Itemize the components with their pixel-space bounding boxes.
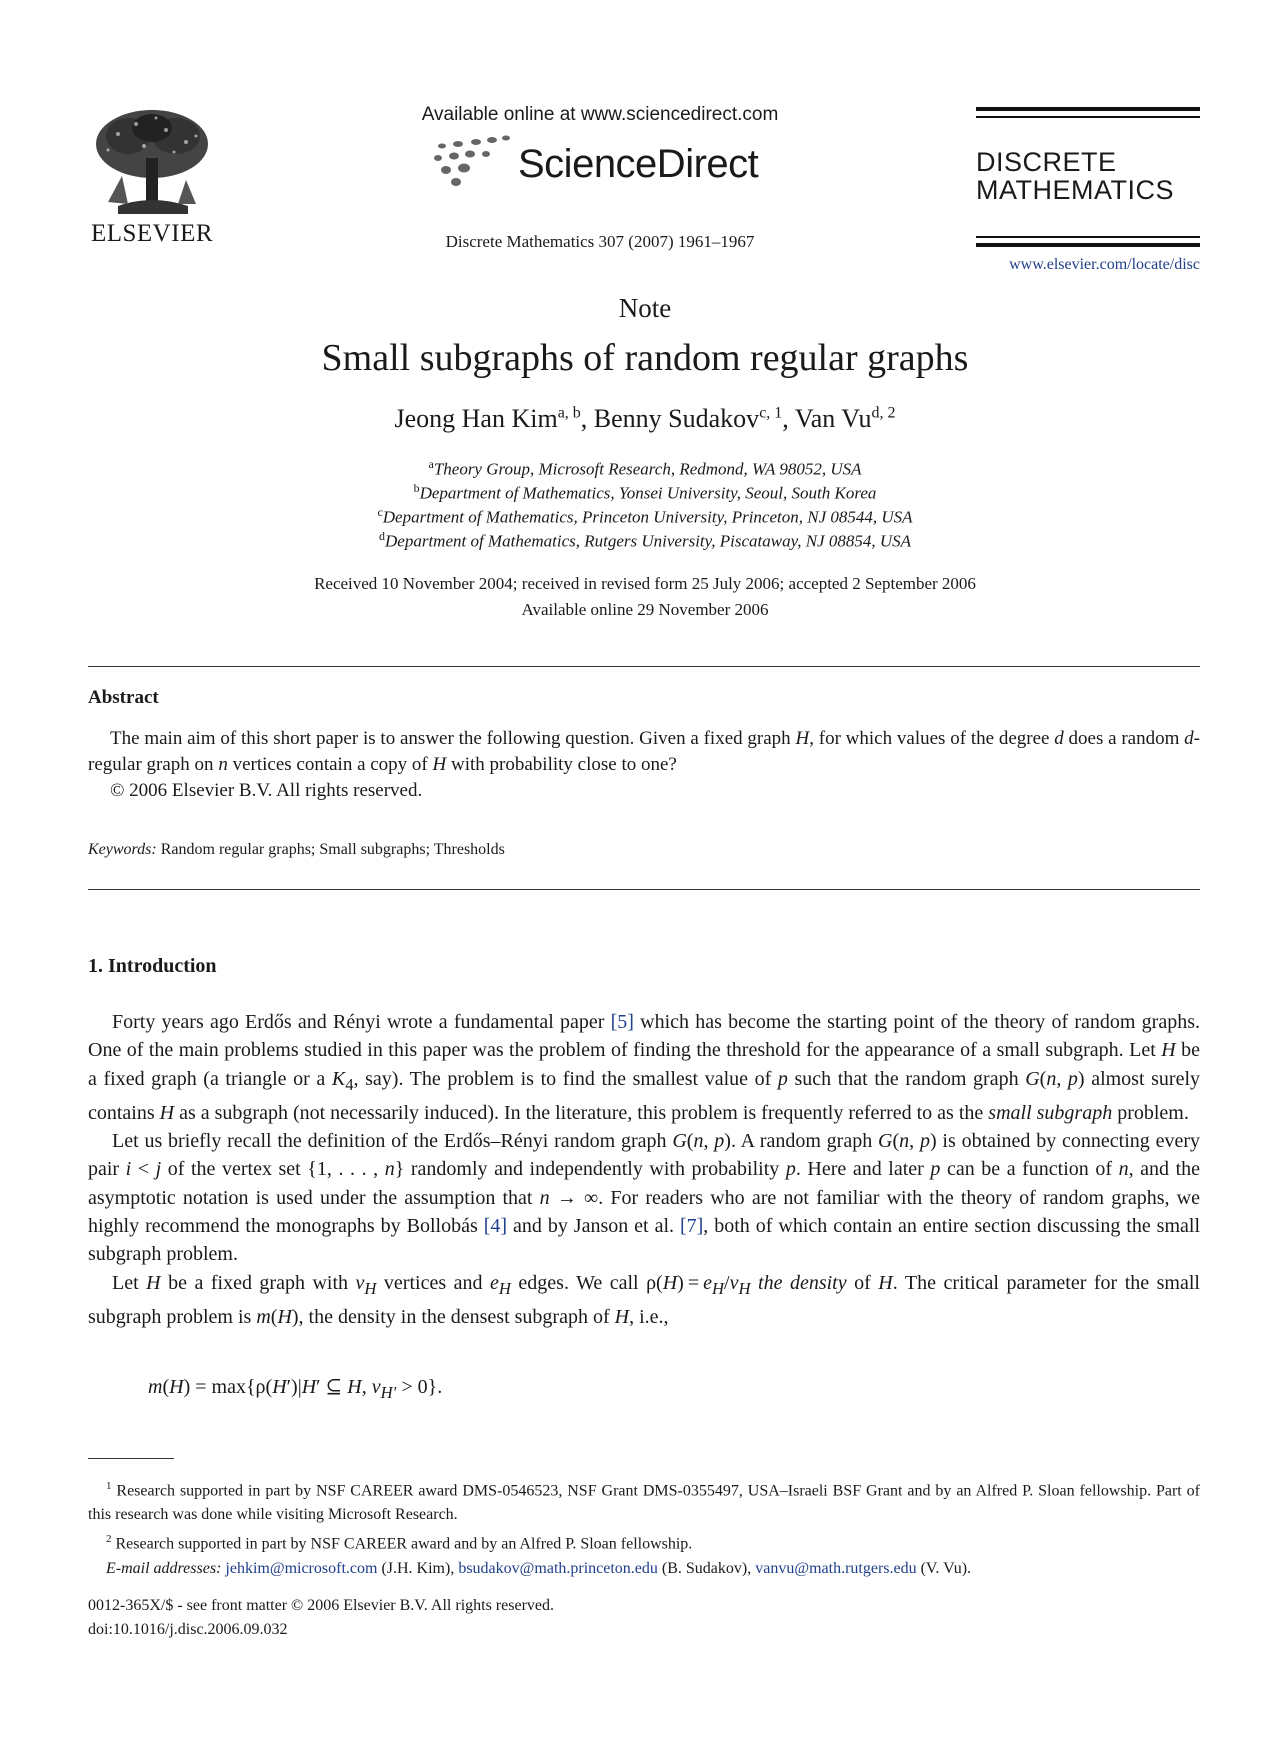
footnote: [88, 1474, 1200, 1527]
math-var: p: [785, 1158, 796, 1181]
math-var: G: [878, 1130, 893, 1153]
footnote-mark: 1: [106, 1480, 112, 1492]
emphasis: small subgraph: [988, 1101, 1113, 1124]
footnote-text: Research supported in part by NSF CAREER award DMS-0546523, NSF Grant DMS-0355497, USA–Israeli BSF Grant and by an Alfred P. Sloan fellowship. Part of this research was done while visiting Microsoft Research.: [88, 1482, 1200, 1524]
email-addresses: [88, 1557, 1200, 1581]
display-equation: [148, 1374, 442, 1403]
math-var: H: [878, 1271, 893, 1294]
math-subscript: H: [712, 1278, 725, 1298]
math-var: H: [301, 1376, 317, 1398]
math-var: v: [729, 1271, 739, 1294]
journal-url-link[interactable]: www.elsevier.com/locate/disc: [1009, 256, 1200, 273]
received-dates: Received 10 November 2004; received in revised form 25 July 2006; accepted 2 September 2006: [314, 574, 976, 593]
text-run: ): [929, 1130, 937, 1153]
issn-line: 0012-365X/$ - see front matter © 2006 Elsevier B.V. All rights reserved.: [88, 1597, 554, 1614]
math-var: n: [693, 1130, 704, 1153]
email-link[interactable]: jehkim@microsoft.com: [225, 1559, 378, 1577]
footnote: [88, 1527, 1200, 1556]
math-var: H: [662, 1271, 678, 1294]
journal-reference: Discrete Mathematics 307 (2007) 1961–1967: [445, 232, 755, 251]
math-var: p: [777, 1067, 788, 1090]
math-var: H: [159, 1101, 175, 1124]
math-var: n: [1118, 1158, 1129, 1181]
text-run: is obtained by connecting every pair: [88, 1130, 1200, 1181]
math-var: e: [703, 1271, 713, 1294]
email-link[interactable]: bsudakov@math.princeton.edu: [458, 1559, 658, 1577]
text-run: ,: [703, 1130, 715, 1153]
math-var: H: [795, 728, 810, 749]
text-run: (: [1039, 1067, 1047, 1090]
text-run: Forty years ago Erdős and Rényi wrote a fundamental paper: [112, 1011, 611, 1033]
math-var: H: [432, 754, 447, 775]
text-run: Let: [112, 1271, 147, 1294]
affiliation-mark: a: [428, 457, 434, 471]
keywords-label: Keywords:: [88, 841, 157, 858]
affiliation-text: Department of Mathematics, Princeton University, Princeton, NJ 08544, USA: [382, 507, 913, 527]
author-marks: c, 1: [759, 404, 783, 422]
math-subscript: H: [498, 1278, 511, 1298]
email-link[interactable]: vanvu@math.rutgers.edu: [755, 1559, 917, 1577]
text-run: edges. We call ρ(: [510, 1271, 663, 1294]
text-run: ′ ⊆: [316, 1376, 348, 1398]
elsevier-wordmark: ELSEVIER: [90, 220, 214, 247]
text-run: [751, 1272, 759, 1294]
author-name: Benny Sudakov: [593, 404, 760, 433]
text-run: . Here and later: [795, 1158, 931, 1181]
section-heading: 1. Introduction: [88, 955, 217, 977]
affiliation: [0, 505, 1280, 528]
elsevier-tree-icon: [88, 106, 216, 218]
text-run: vertices contain a copy of: [227, 754, 433, 775]
math-subscript: H: [738, 1278, 751, 1298]
math-var: d: [1054, 728, 1064, 749]
math-var: H: [272, 1376, 287, 1398]
footnote-rule: [88, 1458, 174, 1459]
math-var: n: [539, 1186, 550, 1209]
author-name: Jeong Han Kim: [394, 404, 558, 433]
math-var: m: [148, 1376, 163, 1398]
text-run: , say). The problem is to find the smallest value of: [353, 1067, 778, 1090]
text-run: ,: [909, 1130, 920, 1153]
email-label: E-mail addresses:: [106, 1559, 222, 1577]
math-var: H: [169, 1376, 184, 1398]
math-subscript: 4: [345, 1074, 354, 1094]
text-run: which has become the starting point of the theory of random graphs. One of the main problems studied in this paper was the problem of finding the threshold for the appearance of a small subgraph. Let: [88, 1011, 1200, 1062]
affiliation-text: Department of Mathematics, Yonsei University, Seoul, South Korea: [419, 483, 877, 503]
text-run: ,: [361, 1376, 372, 1398]
math-var: G: [1025, 1067, 1040, 1090]
text-run: , and the asymptotic notation is used under the assumption that: [88, 1158, 1201, 1209]
journal-rule: [976, 107, 1200, 111]
text-run: , i.e.,: [629, 1305, 669, 1328]
math-var: H: [277, 1305, 292, 1328]
email-owner: (J.H. Kim),: [377, 1559, 459, 1577]
journal-rule: [976, 116, 1200, 118]
text-run: Let us briefly recall the definition of the Erdős–Rényi random graph: [112, 1130, 673, 1153]
copyright-notice: © 2006 Elsevier B.V. All rights reserved.: [110, 780, 423, 801]
affiliation-mark: c: [377, 505, 383, 519]
text-run: can be a function of: [940, 1158, 1119, 1181]
math-subscript: H′: [380, 1383, 397, 1402]
math-var: p: [930, 1158, 941, 1181]
math-var: H: [1161, 1039, 1176, 1062]
affiliation: [0, 529, 1280, 552]
introduction-body: [88, 1008, 1200, 1331]
journal-title-line: MATHEMATICS: [976, 175, 1174, 205]
math-var: j: [155, 1158, 162, 1181]
text-run: ) = max{ρ(: [183, 1376, 273, 1398]
journal-title: [976, 148, 1206, 204]
text-run: , both of which contain an entire section discussing the small subgraph problem.: [88, 1215, 1200, 1266]
sciencedirect-wordmark: ScienceDirect: [518, 142, 759, 186]
journal-rule: [976, 236, 1200, 238]
text-run: (: [892, 1130, 900, 1153]
citation-link[interactable]: [7]: [679, 1215, 704, 1238]
journal-rule: [976, 243, 1200, 247]
text-run: , for which values of the degree: [809, 728, 1055, 749]
sciencedirect-dots-icon: [430, 134, 520, 194]
text-run: and by Janson et al.: [507, 1215, 680, 1238]
text-run: > 0}.: [396, 1376, 443, 1398]
math-var: H: [614, 1305, 630, 1328]
available-online-date: Available online 29 November 2006: [521, 600, 769, 619]
text-run: of: [846, 1271, 879, 1294]
text-run: ): [1077, 1067, 1085, 1090]
affiliation-text: Department of Mathematics, Rutgers University, Piscataway, NJ 08854, USA: [385, 531, 911, 551]
math-var: e: [489, 1271, 499, 1294]
citation-link[interactable]: [4]: [483, 1215, 508, 1238]
math-var: d: [1184, 728, 1194, 749]
author-marks: d, 2: [871, 404, 896, 422]
text-run: does a random: [1063, 728, 1185, 749]
text-run: -regular graph on: [88, 728, 1200, 775]
math-var: n: [899, 1130, 910, 1153]
text-run: The main aim of this short paper is to answer the following question. Given a fixed graph: [110, 728, 796, 749]
paper-title: Small subgraphs of random regular graphs: [321, 337, 969, 379]
email-owner: (B. Sudakov),: [657, 1559, 756, 1577]
text-run: ): [724, 1130, 731, 1153]
text-run: ′)|: [286, 1376, 302, 1398]
keywords: [88, 841, 1200, 859]
keywords-text: Random regular graphs; Small subgraphs; Thresholds: [156, 841, 505, 858]
text-run: . A random graph: [730, 1130, 879, 1153]
math-var: H: [146, 1271, 161, 1294]
text-run: <: [131, 1158, 156, 1181]
math-var: i: [125, 1158, 132, 1181]
text-run: vertices and: [376, 1271, 490, 1294]
front-matter: [88, 1594, 554, 1642]
text-run: be a fixed graph with: [160, 1271, 356, 1294]
math-var: p: [1067, 1067, 1078, 1090]
divider: [88, 666, 1200, 667]
text-run: ) =: [677, 1271, 704, 1294]
text-run: almost surely contains: [88, 1067, 1200, 1124]
paragraph: [88, 1008, 1200, 1127]
text-run: (: [162, 1376, 170, 1398]
math-var: n: [1046, 1067, 1057, 1090]
paragraph: [88, 1127, 1200, 1268]
math-var: p: [714, 1130, 725, 1153]
text-run: → ∞. For readers who are not familiar with the theory of random graphs, we highly recommend the monographs by Bollobás: [88, 1186, 1200, 1238]
article-dates: [0, 571, 1280, 623]
math-var: K: [331, 1067, 346, 1090]
affiliation-mark: d: [379, 529, 385, 543]
affiliation: [0, 481, 1280, 504]
paragraph: [88, 1269, 1200, 1332]
math-var: v: [355, 1271, 365, 1294]
text-run: (: [686, 1130, 694, 1153]
sciencedirect-logo: [430, 134, 770, 194]
journal-title-line: DISCRETE: [976, 147, 1117, 177]
author-list: [0, 404, 1280, 434]
email-owner: (V. Vu).: [916, 1559, 972, 1577]
text-run: problem.: [1112, 1101, 1189, 1124]
math-subscript: H: [364, 1278, 377, 1298]
text-run: be a fixed graph (a triangle or a: [88, 1039, 1200, 1090]
abstract-body: [88, 726, 1200, 804]
math-var: p: [919, 1130, 930, 1153]
available-online-text: Available online at www.sciencedirect.com: [421, 104, 779, 125]
text-run: of the vertex set {1, . . . ,: [161, 1158, 385, 1181]
abstract-paragraph: [88, 726, 1200, 778]
math-var: v: [371, 1376, 381, 1398]
article-type-label: Note: [618, 293, 672, 323]
text-run: as a subgraph (not necessarily induced). In the literature, this problem is frequently referred to as the: [174, 1101, 989, 1124]
author-separator: ,: [782, 404, 795, 433]
text-run: with probability close to one?: [446, 754, 677, 775]
text-run: such that the random graph: [787, 1067, 1026, 1090]
elsevier-logo: [88, 106, 216, 246]
affiliation: [0, 457, 1280, 480]
text-run: ,: [1056, 1067, 1068, 1090]
math-var: m: [256, 1305, 271, 1328]
citation-link[interactable]: [5]: [610, 1011, 634, 1033]
text-run: . The critical parameter for the small subgraph problem is: [88, 1271, 1200, 1328]
footnote-text: Research supported in part by NSF CAREER award and by an Alfred P. Sloan fellowship.: [111, 1535, 693, 1553]
author-marks: a, b: [557, 404, 581, 422]
emphasis: the density: [758, 1271, 847, 1294]
text-run: /: [724, 1271, 730, 1294]
math-var: n: [384, 1158, 395, 1181]
abstract-heading: Abstract: [88, 687, 159, 708]
text-run: ), the density in the densest subgraph of: [291, 1305, 615, 1328]
text-run: } randomly and independently with probability: [394, 1158, 786, 1181]
text-run: (: [270, 1305, 278, 1328]
author-separator: ,: [580, 404, 594, 433]
affiliation-mark: b: [413, 481, 420, 495]
math-var: n: [218, 754, 228, 775]
footnote-mark: 2: [106, 1533, 112, 1546]
math-var: G: [672, 1130, 687, 1153]
footnotes: [88, 1474, 1200, 1581]
math-var: H: [347, 1376, 362, 1398]
doi-line: doi:10.1016/j.disc.2006.09.032: [88, 1621, 288, 1638]
author-name: Van Vu: [794, 404, 872, 433]
divider: [88, 889, 1200, 890]
affiliation-text: Theory Group, Microsoft Research, Redmond, WA 98052, USA: [433, 459, 862, 479]
